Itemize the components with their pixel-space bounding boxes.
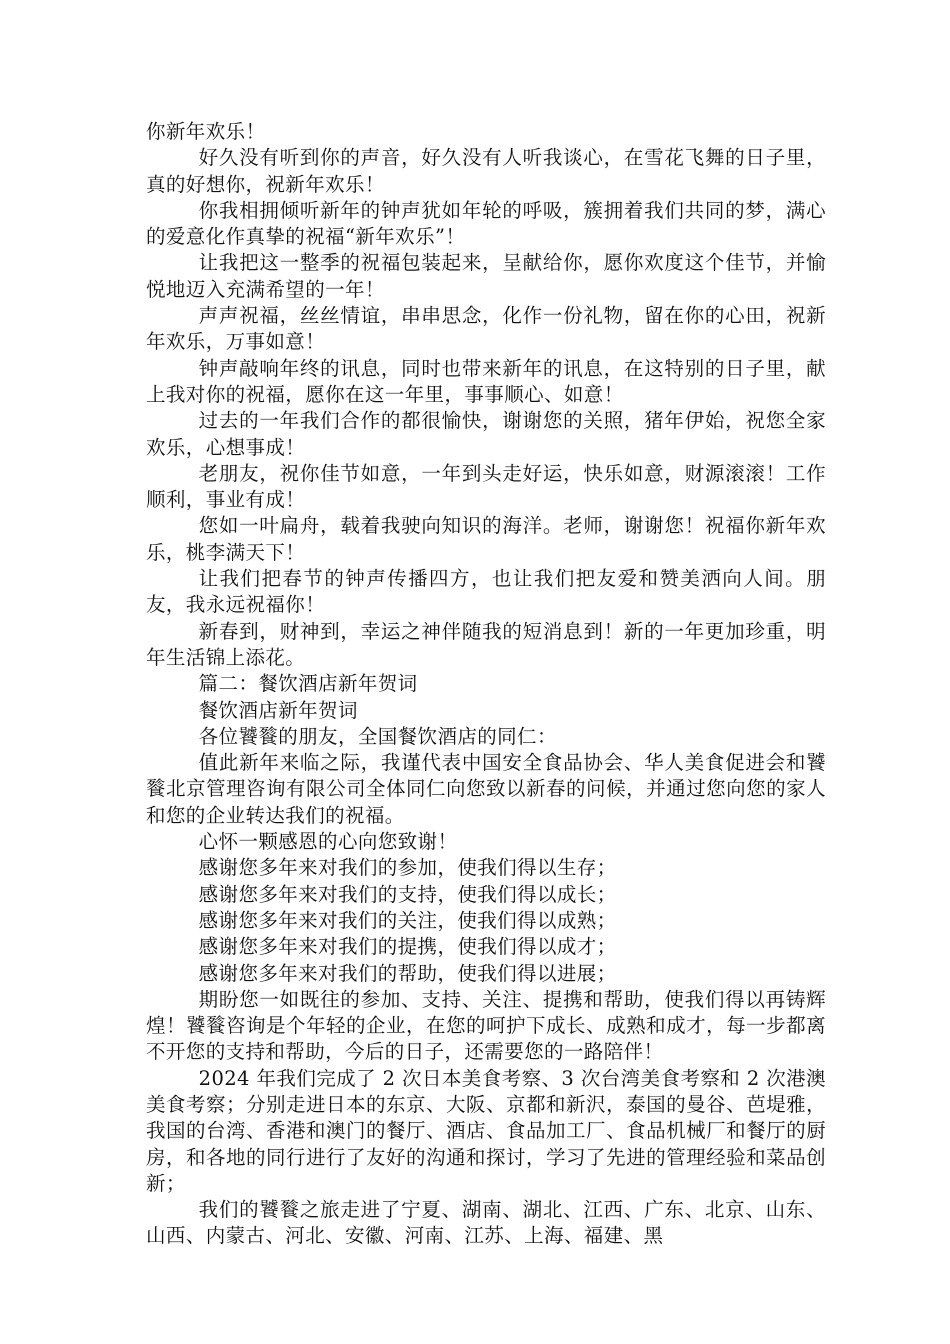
paragraph: 让我们把春节的钟声传播四方，也让我们把友爱和赞美洒向人间。朋友，我永远祝福你！ — [146, 567, 826, 617]
paragraph: 你我相拥倾听新年的钟声犹如年轮的呼吸，簇拥着我们共同的梦，满心的爱意化作真挚的祝福“新年欢乐”！ — [146, 198, 826, 249]
paragraph: 声声祝福，丝丝情谊，串串思念，化作一份礼物，留在你的心田，祝新年欢乐，万事如意！ — [146, 304, 826, 354]
paragraph: 心怀一颗感恩的心向您致谢！ — [198, 830, 458, 854]
paragraph: 新春到，财神到，幸运之神伴随我的短消息到！新的一年更加珍重，明年生活锦上添花。 — [146, 619, 826, 669]
paragraph: 我们的饕餮之旅走进了宁夏、湖南、湖北、江西、广东、北京、山东、山西、内蒙古、河北、安徽、河南、江苏、上海、福建、黑 — [146, 1198, 826, 1248]
paragraph: 钟声敲响年终的讯息，同时也带来新年的讯息，在这特别的日子里，献上我对你的祝福，愿你在这一年里，事事顺心、如意！ — [146, 356, 826, 406]
paragraph: 感谢您多年来对我们的提携，使我们得以成才； — [198, 935, 617, 959]
paragraph: 2024 年我们完成了 2 次日本美食考察、3 次台湾美食考察和 2 次港澳美食考察；分别走进日本的东京、大阪、京都和新沢，泰国的曼谷、芭堤雅，我国的台湾、香港和澳门的餐厅、酒店、食品加工厂、食品机械厂和餐厅的厨房，和各地的同行进行了友好的沟通和探讨，学习了先进的管理经验和菜品创新； — [146, 1066, 826, 1195]
article-title: 餐饮酒店新年贺词 — [198, 698, 358, 722]
paragraph: 感谢您多年来对我们的关注，使我们得以成熟； — [198, 908, 617, 932]
paragraph: 感谢您多年来对我们的帮助，使我们得以进展； — [198, 961, 617, 985]
paragraph: 值此新年来临之际，我谨代表中国安全食品协会、华人美食促进会和饕餮北京管理咨询有限公司全体同仁向您致以新春的问候，并通过您向您的家人和您的企业转达我们的祝福。 — [146, 751, 826, 827]
document-body — [146, 119, 826, 1250]
salutation: 各位饕餮的朋友，全国餐饮酒店的同仁： — [198, 724, 557, 748]
paragraph: 感谢您多年来对我们的支持，使我们得以成长； — [198, 882, 617, 906]
paragraph: 让我把这一整季的祝福包装起来，呈献给你，愿你欢度这个佳节，并愉悦地迈入充满希望的一年！ — [146, 251, 826, 301]
paragraph: 您如一叶扁舟，载着我驶向知识的海洋。老师，谢谢您！祝福你新年欢乐，桃李满天下！ — [146, 514, 826, 564]
paragraph: 老朋友，祝你佳节如意，一年到头走好运，快乐如意，财源滚滚！工作顺利，事业有成！ — [146, 461, 826, 512]
paragraph: 感谢您多年来对我们的参加，使我们得以生存； — [198, 856, 617, 880]
paragraph: 期盼您一如既往的参加、支持、关注、提携和帮助，使我们得以再铸辉煌！饕餮咨询是个年轻的企业，在您的呵护下成长、成熟和成才，每一步都离不开您的支持和帮助，今后的日子，还需要您的一路陪伴！ — [146, 987, 826, 1064]
paragraph: 过去的一年我们合作的都很愉快，谢谢您的关照，猪年伊始，祝您全家欢乐，心想事成！ — [146, 409, 826, 459]
paragraph: 你新年欢乐！ — [146, 120, 266, 143]
section-heading: 篇二：餐饮酒店新年贺词 — [198, 672, 418, 696]
paragraph: 好久没有听到你的声音，好久没有人听我谈心，在雪花飞舞的日子里，真的好想你，祝新年欢乐！ — [146, 146, 826, 196]
